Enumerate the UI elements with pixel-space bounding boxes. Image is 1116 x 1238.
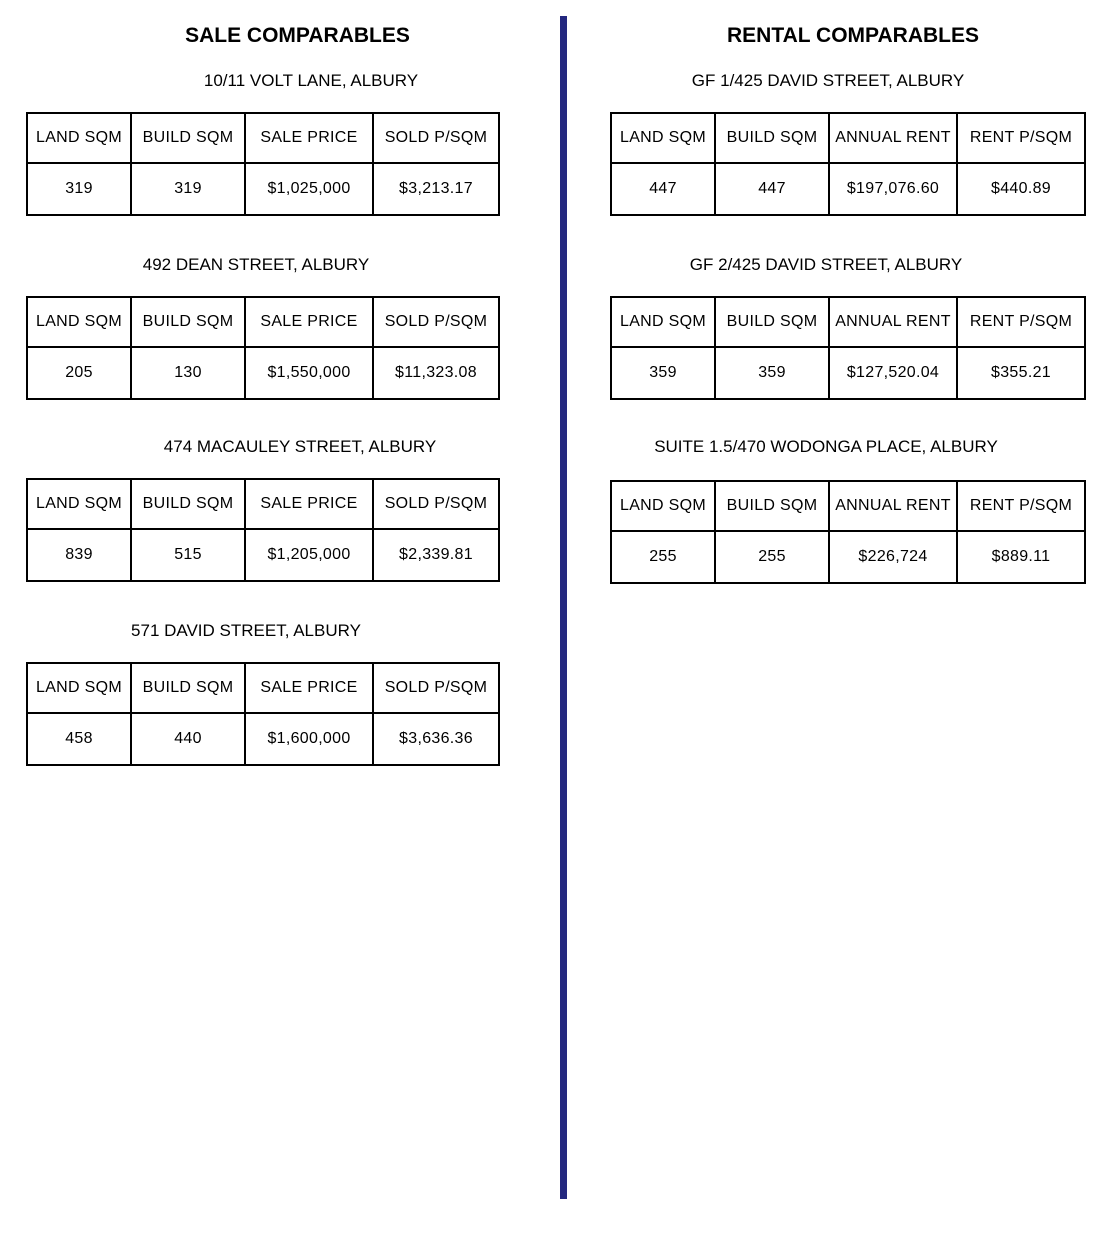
- column-header-sold-per-sqm: SOLD P/SQM: [373, 479, 499, 529]
- sold-per-sqm-value: $11,323.08: [373, 347, 499, 399]
- rent-per-sqm-value: $355.21: [957, 347, 1085, 399]
- annual-rent-value: $226,724: [829, 531, 957, 583]
- land-sqm-value: 359: [611, 347, 715, 399]
- build-sqm-value: 447: [715, 163, 829, 215]
- rental-comparables-title: RENTAL COMPARABLES: [727, 24, 979, 47]
- column-divider: [560, 16, 567, 1199]
- column-header-land-sqm: LAND SQM: [611, 113, 715, 163]
- column-header-land-sqm: LAND SQM: [611, 297, 715, 347]
- column-header-land-sqm: LAND SQM: [27, 663, 131, 713]
- column-header-land-sqm: LAND SQM: [611, 481, 715, 531]
- sale-comparables-title: SALE COMPARABLES: [185, 24, 410, 47]
- build-sqm-value: 359: [715, 347, 829, 399]
- land-sqm-value: 255: [611, 531, 715, 583]
- column-header-annual-rent: ANNUAL RENT: [829, 297, 957, 347]
- sale-property-block: [26, 70, 500, 216]
- column-header-rent-per-sqm: RENT P/SQM: [957, 297, 1085, 347]
- build-sqm-value: 319: [131, 163, 245, 215]
- sale-property-block: [26, 436, 500, 582]
- build-sqm-value: 515: [131, 529, 245, 581]
- land-sqm-value: 458: [27, 713, 131, 765]
- build-sqm-value: 255: [715, 531, 829, 583]
- column-header-sold-per-sqm: SOLD P/SQM: [373, 297, 499, 347]
- rent-per-sqm-value: $889.11: [957, 531, 1085, 583]
- column-header-sale-price: SALE PRICE: [245, 113, 373, 163]
- rent-per-sqm-value: $440.89: [957, 163, 1085, 215]
- sale-price-value: $1,205,000: [245, 529, 373, 581]
- sold-per-sqm-value: $2,339.81: [373, 529, 499, 581]
- rental-property-block: [610, 254, 1086, 400]
- property-address: GF 1/425 DAVID STREET, ALBURY: [691, 71, 965, 90]
- land-sqm-value: 839: [27, 529, 131, 581]
- annual-rent-value: $197,076.60: [829, 163, 957, 215]
- column-header-annual-rent: ANNUAL RENT: [829, 481, 957, 531]
- comparable-table: [610, 480, 1086, 584]
- sale-property-block: [26, 620, 500, 766]
- sale-price-value: $1,550,000: [245, 347, 373, 399]
- column-header-sale-price: SALE PRICE: [245, 479, 373, 529]
- property-address: GF 2/425 DAVID STREET, ALBURY: [689, 255, 963, 274]
- build-sqm-value: 440: [131, 713, 245, 765]
- column-header-build-sqm: BUILD SQM: [715, 481, 829, 531]
- column-header-build-sqm: BUILD SQM: [715, 297, 829, 347]
- column-header-build-sqm: BUILD SQM: [131, 297, 245, 347]
- sale-price-value: $1,025,000: [245, 163, 373, 215]
- property-address: 10/11 VOLT LANE, ALBURY: [203, 71, 419, 90]
- land-sqm-value: 447: [611, 163, 715, 215]
- property-address: 492 DEAN STREET, ALBURY: [142, 255, 370, 274]
- sold-per-sqm-value: $3,636.36: [373, 713, 499, 765]
- rental-property-block: [610, 436, 1086, 584]
- column-header-land-sqm: LAND SQM: [27, 297, 131, 347]
- comparable-table: [26, 112, 500, 216]
- comparable-table: [26, 662, 500, 766]
- column-header-build-sqm: BUILD SQM: [131, 663, 245, 713]
- land-sqm-value: 205: [27, 347, 131, 399]
- column-header-build-sqm: BUILD SQM: [715, 113, 829, 163]
- column-header-build-sqm: BUILD SQM: [131, 113, 245, 163]
- column-header-land-sqm: LAND SQM: [27, 113, 131, 163]
- column-header-land-sqm: LAND SQM: [27, 479, 131, 529]
- build-sqm-value: 130: [131, 347, 245, 399]
- column-header-sold-per-sqm: SOLD P/SQM: [373, 113, 499, 163]
- column-header-sale-price: SALE PRICE: [245, 663, 373, 713]
- column-header-rent-per-sqm: RENT P/SQM: [957, 113, 1085, 163]
- comparable-table: [26, 478, 500, 582]
- property-address: 474 MACAULEY STREET, ALBURY: [163, 437, 437, 456]
- column-header-sale-price: SALE PRICE: [245, 297, 373, 347]
- comparable-table: [26, 296, 500, 400]
- column-header-rent-per-sqm: RENT P/SQM: [957, 481, 1085, 531]
- annual-rent-value: $127,520.04: [829, 347, 957, 399]
- land-sqm-value: 319: [27, 163, 131, 215]
- property-address: 571 DAVID STREET, ALBURY: [131, 621, 361, 640]
- column-header-annual-rent: ANNUAL RENT: [829, 113, 957, 163]
- sale-price-value: $1,600,000: [245, 713, 373, 765]
- rental-property-block: [610, 70, 1086, 216]
- sale-property-block: [26, 254, 500, 400]
- column-header-build-sqm: BUILD SQM: [131, 479, 245, 529]
- sold-per-sqm-value: $3,213.17: [373, 163, 499, 215]
- column-header-sold-per-sqm: SOLD P/SQM: [373, 663, 499, 713]
- comparable-table: [610, 296, 1086, 400]
- property-address: SUITE 1.5/470 WODONGA PLACE, ALBURY: [654, 437, 998, 456]
- comparable-table: [610, 112, 1086, 216]
